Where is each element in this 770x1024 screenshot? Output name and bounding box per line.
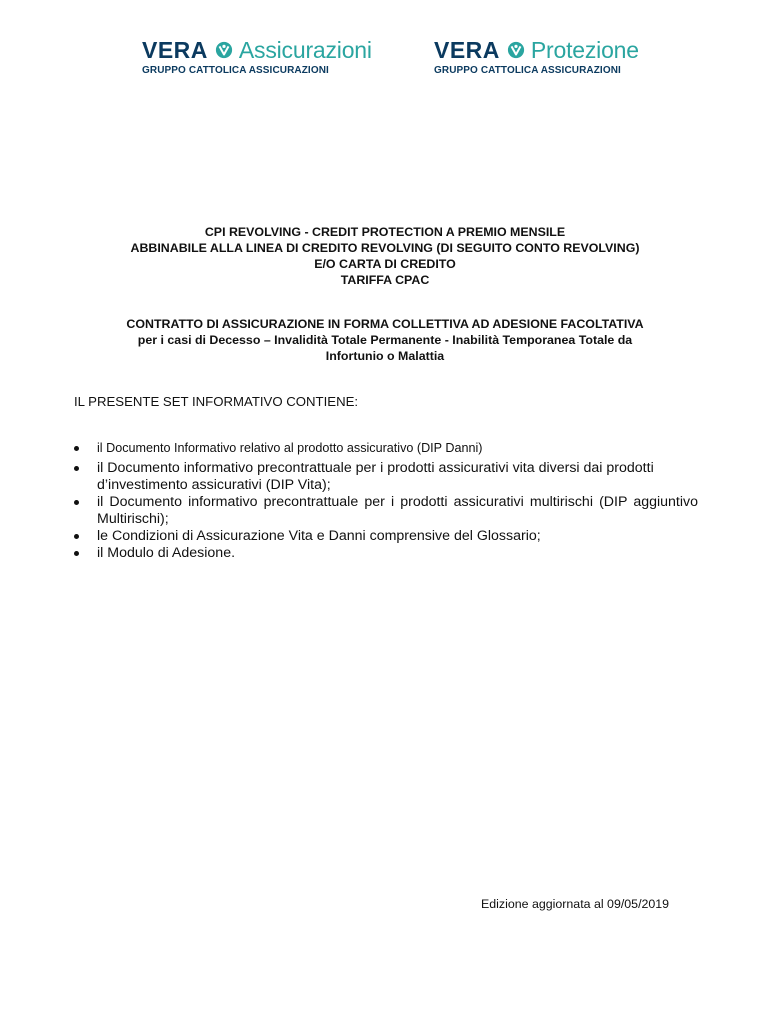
bullet-icon (74, 466, 79, 471)
list-item-text: il Documento Informativo relativo al prodotto assicurativo (DIP Danni) (97, 441, 483, 455)
bullet-icon (74, 551, 79, 556)
logo-brand: VERA (434, 36, 500, 63)
bullet-icon (74, 446, 79, 451)
list-item-text: le Condizioni di Assicurazione Vita e Danni comprensive del Glossario; (97, 528, 541, 544)
contract-line: per i casi di Decesso – Invalidità Totale Permanente - Inabilità Temporanea Totale da (137, 333, 633, 347)
contract-heading (60, 316, 710, 364)
bullet-icon (74, 534, 79, 539)
logo-brand: VERA (142, 36, 208, 63)
list-item-text: il Modulo di Adesione. (97, 545, 236, 561)
list-item (74, 528, 698, 545)
list-item (74, 440, 698, 457)
contract-line: CONTRATTO DI ASSICURAZIONE IN FORMA COLLETTIVA AD ADESIONE FACOLTATIVA (126, 317, 644, 331)
set-intro: IL PRESENTE SET INFORMATIVO CONTIENE: (74, 394, 359, 409)
list-item (74, 494, 698, 528)
edition-date: Edizione aggiornata al 09/05/2019 (481, 897, 670, 911)
contents-list (74, 440, 698, 562)
title-line: ABBINABILE ALLA LINEA DI CREDITO REVOLVING (DI SEGUITO CONTO REVOLVING) (130, 241, 640, 255)
title-line: E/O CARTA DI CREDITO (314, 257, 456, 271)
list-item-text: il Documento informativo precontrattuale per i prodotti assicurativi multirischi (DIP aggiuntivo Multirischi); (97, 494, 698, 527)
title-line: CPI REVOLVING - CREDIT PROTECTION A PREMIO MENSILE (204, 225, 566, 239)
logo-product: Assicurazioni (238, 36, 372, 63)
list-item (74, 460, 698, 494)
logo-vera-protezione (434, 36, 639, 76)
list-item-text: il Documento informativo precontrattuale per i prodotti assicurativi vita diversi dai prodotti d’investimento assicurativi (DIP Vita); (97, 460, 654, 493)
list-item (74, 545, 698, 562)
logo-group-text: GRUPPO CATTOLICA ASSICURAZIONI (434, 65, 621, 76)
title-line: TARIFFA CPAC (340, 273, 430, 287)
logo-product: Protezione (530, 36, 639, 63)
logo-vera-assicurazioni (142, 36, 372, 76)
vera-emblem-icon (507, 41, 525, 59)
vera-emblem-icon (215, 41, 233, 59)
document-title (60, 224, 710, 288)
logo-group-text: GRUPPO CATTOLICA ASSICURAZIONI (142, 65, 329, 76)
bullet-icon (74, 500, 79, 505)
contract-line: Infortunio o Malattia (325, 349, 445, 363)
